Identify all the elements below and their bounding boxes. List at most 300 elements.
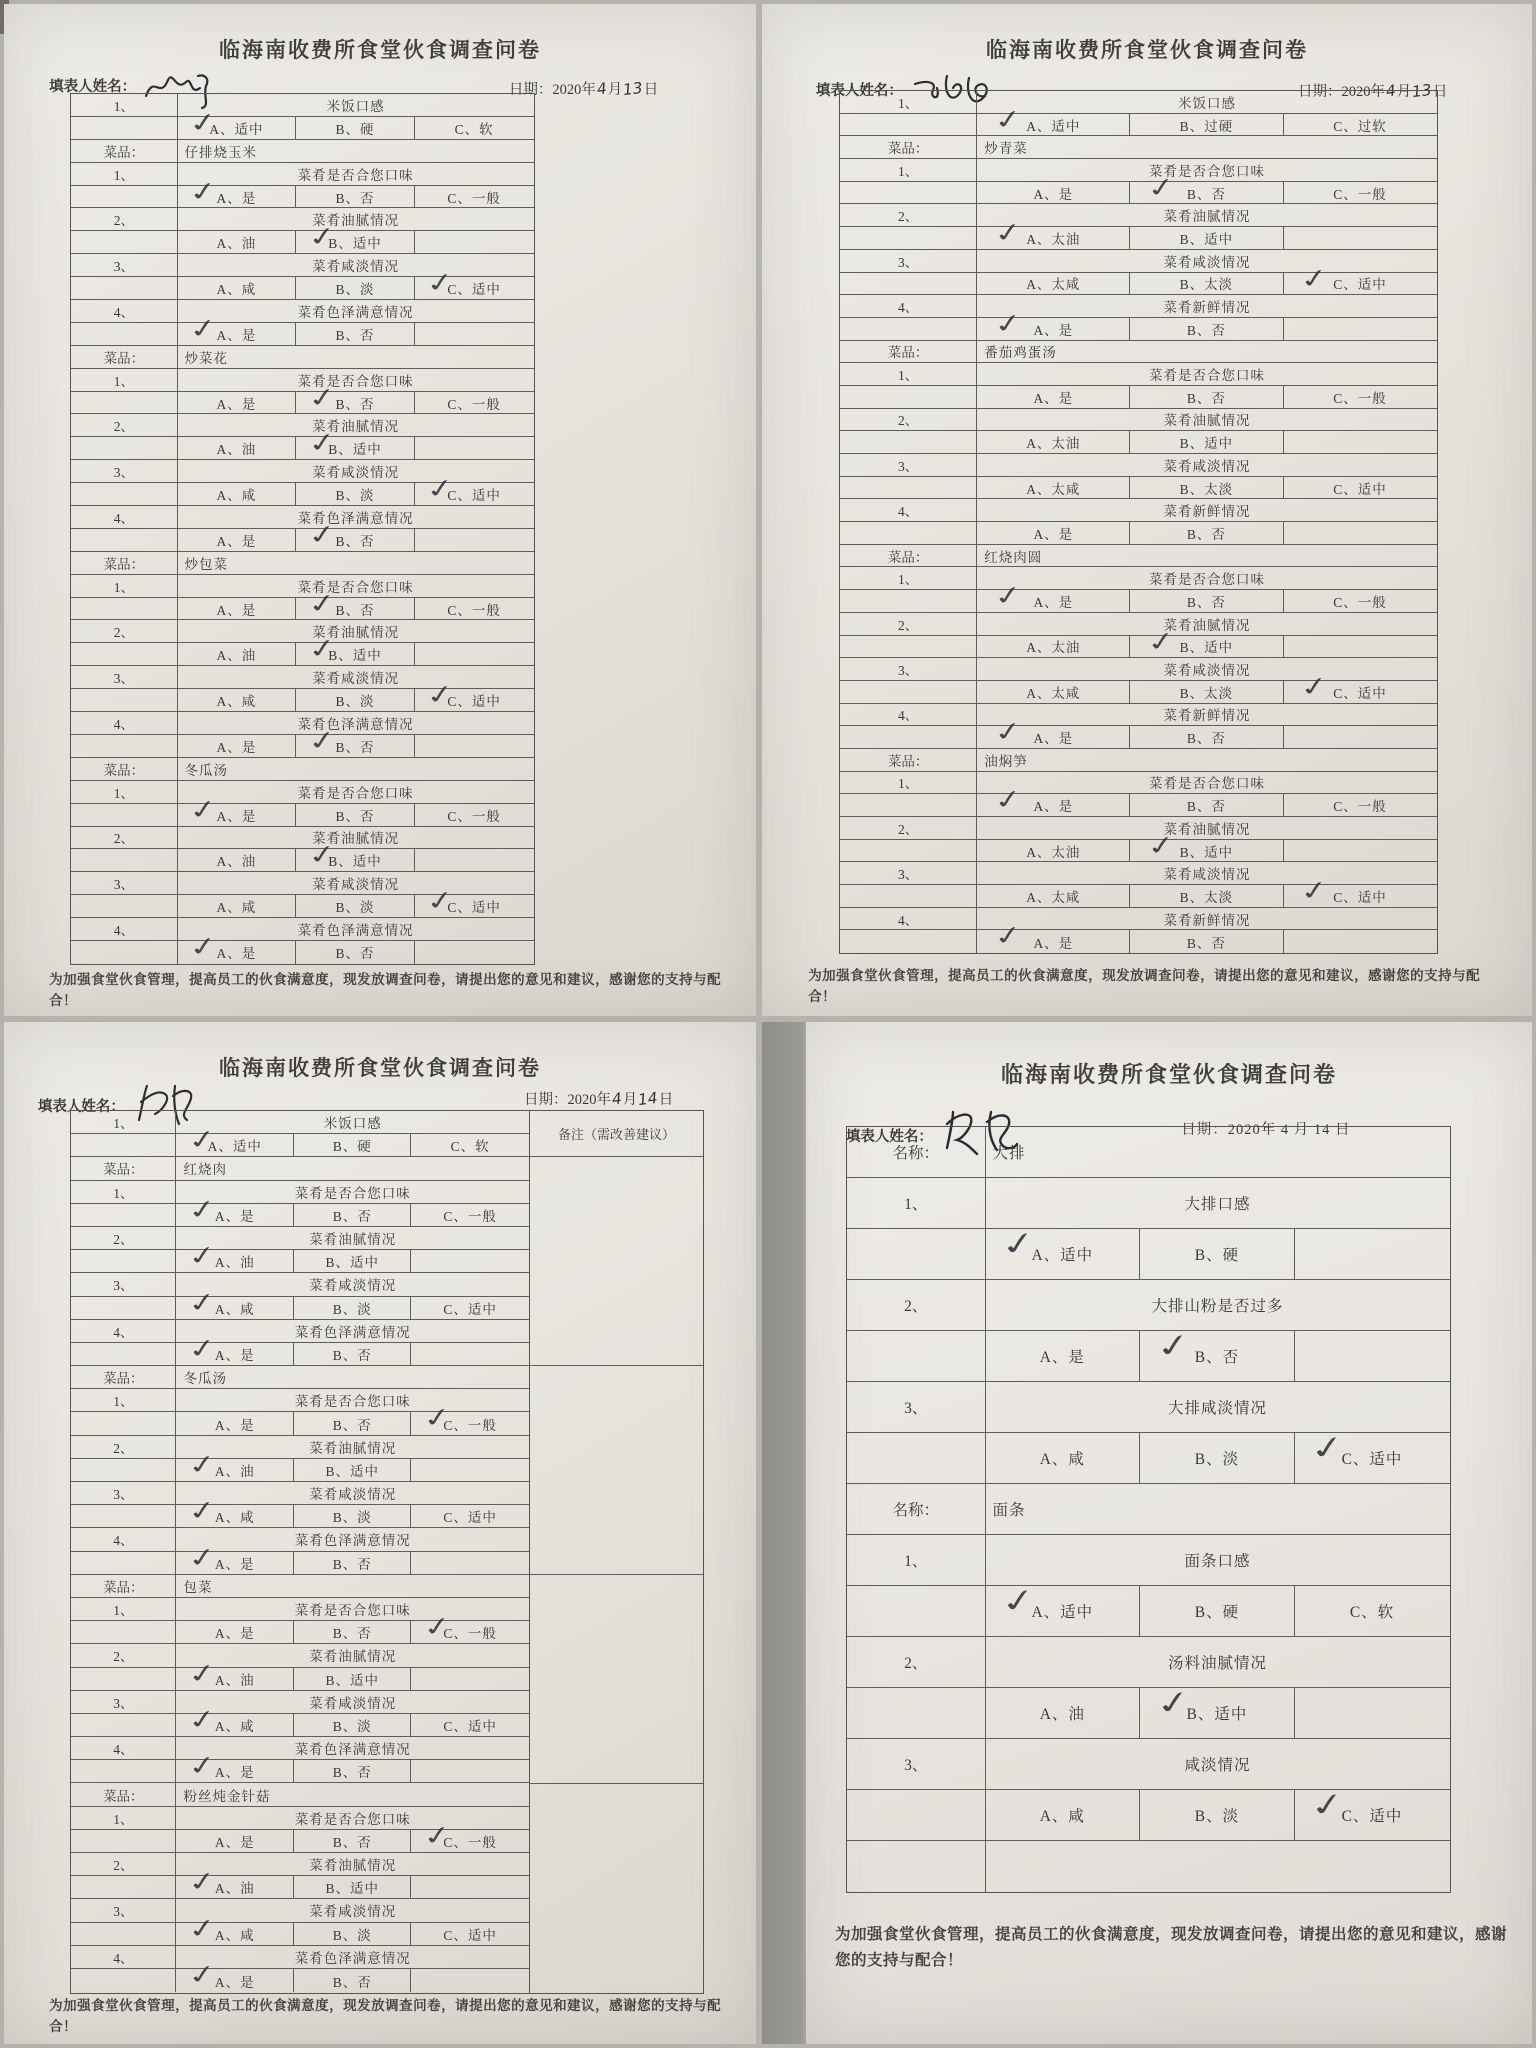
option-cell — [294, 1760, 411, 1782]
row-label: 3、 — [847, 1739, 986, 1789]
option-label: A、适中 — [1031, 1604, 1094, 1621]
option-label: C、适中 — [443, 1301, 497, 1317]
option-cell — [178, 277, 297, 299]
option-cell — [178, 598, 297, 620]
form-row — [71, 1389, 529, 1412]
row-label: 4、 — [71, 1946, 176, 1968]
row-label — [71, 895, 177, 917]
question-text: 大排山粉是否过多 — [1151, 1298, 1284, 1315]
option-cell — [415, 884, 534, 918]
option-label: B、适中 — [1179, 844, 1234, 860]
question-text: 菜肴咸淡情况 — [309, 1487, 397, 1503]
dish-name: 番茄鸡蛋汤 — [984, 345, 1057, 361]
option-cell — [1284, 840, 1437, 862]
row-label — [840, 636, 977, 658]
form-row — [71, 758, 533, 781]
date-handwritten-digit: 13 — [1411, 80, 1433, 102]
option-cell — [296, 117, 415, 139]
row-label: 4、 — [840, 295, 977, 317]
remarks-cell — [530, 1784, 703, 1993]
date-printed-text: 月 — [607, 82, 623, 98]
option-cell — [1284, 590, 1437, 612]
option-label: B、否 — [1186, 799, 1226, 815]
option-label: B、淡 — [332, 1718, 372, 1734]
survey-table — [846, 1126, 1451, 1893]
option-cell — [294, 1459, 411, 1481]
row-label: 3、 — [840, 454, 977, 476]
question-text: 菜肴咸淡情况 — [1163, 254, 1251, 270]
option-label: A、太咸 — [1026, 277, 1081, 293]
option-cell — [977, 579, 1130, 613]
row-label: 2、 — [71, 1227, 176, 1249]
row-label: 1、 — [71, 94, 177, 116]
survey-table — [839, 90, 1438, 954]
option-label: C、适中 — [1333, 277, 1387, 293]
row-label — [840, 227, 977, 249]
form-row — [840, 250, 1437, 273]
question-text: 菜肴咸淡情况 — [309, 1278, 397, 1294]
question-text: 菜肴油腻情况 — [309, 1649, 397, 1665]
question-text: 米饭口感 — [1178, 95, 1236, 111]
form-row — [840, 363, 1437, 386]
form-row — [847, 1280, 1450, 1331]
option-label: C、一般 — [447, 190, 501, 206]
form-row — [71, 781, 533, 804]
question-text: 菜肴油腻情况 — [312, 625, 400, 641]
option-cell — [296, 483, 415, 505]
option-label: A、是 — [1033, 594, 1074, 610]
row-label — [840, 681, 977, 703]
option-label: A、油 — [214, 1255, 255, 1271]
option-label: C、一般 — [443, 1834, 497, 1850]
row-label: 3、 — [71, 1482, 176, 1504]
row-label — [71, 1714, 176, 1736]
question-text: 菜肴是否合您口味 — [294, 1185, 411, 1201]
option-label: B、太淡 — [1179, 685, 1234, 701]
checkmark: ✓ — [423, 678, 460, 712]
row-label — [71, 1969, 176, 1992]
row-label — [71, 598, 177, 620]
option-cell — [977, 885, 1130, 907]
form-row — [847, 1580, 1450, 1637]
option-label: A、是 — [1033, 186, 1074, 202]
survey-table — [71, 1111, 530, 1993]
checkmark: ✓ — [1297, 874, 1333, 908]
option-label: B、否 — [335, 739, 375, 755]
form-row — [847, 1784, 1450, 1841]
row-label: 1、 — [840, 363, 977, 385]
checkmark: ✓ — [304, 221, 341, 254]
question-text: 菜肴色泽满意情况 — [294, 1324, 411, 1340]
row-label: 菜品： — [840, 749, 977, 771]
option-cell — [1284, 726, 1437, 748]
option-cell — [176, 1541, 293, 1574]
option-label: A、是 — [214, 1417, 255, 1433]
option-label: B、适中 — [328, 854, 382, 870]
filler-name-line — [49, 66, 236, 96]
form-row — [840, 341, 1437, 364]
question-text: 菜肴是否合您口味 — [294, 1603, 411, 1619]
form-row — [71, 1737, 529, 1760]
option-cell — [415, 437, 534, 459]
option-label: A、是 — [216, 396, 257, 412]
row-label — [840, 386, 977, 408]
remarks-cell — [530, 1157, 703, 1366]
row-label — [71, 231, 177, 253]
checkmark: ✓ — [420, 1610, 456, 1644]
option-label: B、淡 — [332, 1510, 372, 1526]
date-handwritten-digit: 4 — [610, 1089, 623, 1109]
row-label: 菜品： — [840, 341, 977, 363]
option-cell — [1284, 262, 1437, 295]
option-label: B、否 — [335, 327, 375, 343]
row-label: 2、 — [847, 1280, 986, 1330]
option-cell — [294, 1134, 411, 1156]
dish-name: 包菜 — [183, 1579, 213, 1595]
dish-name: 炒包菜 — [184, 556, 229, 572]
checkmark: ✓ — [185, 1541, 221, 1574]
option-cell — [1130, 885, 1283, 907]
row-label — [847, 1841, 986, 1892]
question-text: 菜肴咸淡情况 — [312, 259, 400, 275]
option-cell — [296, 941, 415, 964]
row-label: 1、 — [840, 159, 977, 181]
option-cell — [1295, 1688, 1450, 1738]
row-label — [840, 726, 977, 748]
option-cell — [986, 1580, 1141, 1636]
footer-note: 为加强食堂伙食管理，提高员工的伙食满意度，现发放调查问卷，请提出您的意见和建议，感谢您的支持与配合！ — [49, 972, 722, 1008]
option-cell — [178, 483, 297, 505]
survey-table-wrapper — [70, 1110, 704, 1994]
option-cell — [411, 1250, 528, 1272]
option-label: C、一般 — [1333, 186, 1387, 202]
question-text: 菜肴咸淡情况 — [312, 671, 400, 687]
option-cell — [1130, 590, 1283, 612]
option-cell — [176, 1621, 293, 1643]
row-label: 2、 — [840, 613, 977, 635]
option-cell — [411, 1402, 528, 1435]
form-row — [71, 300, 533, 323]
option-label: B、否 — [335, 946, 375, 962]
question-text: 菜肴是否合您口味 — [297, 785, 414, 801]
checkmark: ✓ — [185, 1193, 221, 1227]
question-text: 菜肴咸淡情况 — [1163, 458, 1251, 474]
option-label: B、否 — [1186, 731, 1226, 747]
option-cell — [176, 1332, 293, 1366]
option-cell — [977, 715, 1130, 749]
question-text: 菜肴油腻情况 — [1163, 209, 1251, 225]
dish-name: 面条 — [992, 1502, 1026, 1519]
option-label: B、淡 — [335, 282, 375, 298]
question-text: 菜肴咸淡情况 — [309, 1695, 397, 1711]
form-row — [847, 1427, 1450, 1484]
checkmark: ✓ — [1306, 1427, 1351, 1468]
question-text: 面条口感 — [1184, 1553, 1251, 1570]
row-label: 2、 — [840, 817, 977, 839]
questionnaire-photo-bottom-left — [4, 1022, 756, 2044]
option-cell — [1130, 114, 1283, 136]
row-label — [71, 1459, 176, 1481]
row-label: 4、 — [840, 908, 977, 930]
option-label: B、适中 — [325, 1463, 379, 1479]
option-label: B、否 — [1186, 322, 1226, 338]
option-label: B、否 — [332, 1974, 372, 1990]
form-title: 临海南收费所食堂伙食调查问卷 — [1000, 1062, 1337, 1087]
row-label: 3、 — [71, 460, 177, 482]
option-cell — [977, 273, 1130, 295]
option-cell — [176, 1865, 293, 1899]
form-row — [840, 749, 1437, 772]
form-row — [71, 369, 533, 392]
row-label — [71, 1250, 176, 1272]
option-label: C、一般 — [443, 1417, 497, 1433]
option-label: B、淡 — [335, 488, 375, 504]
question-text: 菜肴新鲜情况 — [1163, 504, 1251, 520]
row-label: 4、 — [840, 499, 977, 521]
question-text: 菜肴是否合您口味 — [294, 1811, 411, 1827]
form-row — [840, 136, 1437, 159]
option-cell — [1130, 794, 1283, 816]
form-row — [71, 1899, 529, 1922]
form-row — [847, 1535, 1450, 1586]
question-text: 菜肴油腻情况 — [312, 213, 400, 229]
date-line — [524, 1088, 673, 1109]
option-cell — [977, 840, 1130, 862]
form-row — [71, 552, 533, 575]
option-label: C、一般 — [1333, 799, 1387, 815]
checkmark: ✓ — [185, 1657, 221, 1690]
option-label: B、淡 — [335, 900, 375, 916]
form-row — [840, 204, 1437, 227]
checkmark: ✓ — [304, 518, 341, 552]
option-cell — [411, 1297, 528, 1319]
option-cell — [415, 323, 534, 345]
checkmark: ✓ — [990, 103, 1027, 136]
option-cell — [977, 386, 1130, 408]
form-row — [840, 159, 1437, 182]
option-label: B、否 — [335, 190, 375, 206]
row-label: 3、 — [71, 872, 177, 894]
form-row — [71, 1273, 529, 1296]
option-cell — [296, 689, 415, 711]
question-text: 菜肴色泽满意情况 — [297, 716, 414, 732]
row-label — [840, 431, 977, 453]
question-text: 菜肴是否合您口味 — [1149, 776, 1265, 792]
row-label: 3、 — [71, 254, 177, 276]
option-label: B、适中 — [325, 1255, 379, 1271]
form-row — [71, 1111, 529, 1134]
option-cell — [294, 1250, 411, 1272]
question-text: 大排口感 — [1184, 1196, 1251, 1213]
form-row — [840, 454, 1437, 477]
option-label: A、咸 — [214, 1927, 255, 1943]
filler-name-label: 填表人姓名： — [37, 1099, 125, 1115]
option-label: C、软 — [1349, 1604, 1395, 1621]
checkmark: ✓ — [423, 884, 460, 918]
row-label: 2、 — [71, 414, 177, 436]
option-cell — [415, 266, 534, 300]
option-cell — [411, 1459, 528, 1481]
dish-name: 仔排烧玉米 — [184, 144, 258, 160]
option-label: C、适中 — [443, 1927, 497, 1943]
form-row — [71, 1807, 529, 1830]
questionnaire-photo-top-right — [762, 4, 1532, 1016]
questionnaire-photo-bottom-right — [762, 1022, 1532, 2044]
form-row — [71, 1366, 529, 1389]
checkmark: ✓ — [420, 1819, 456, 1853]
option-cell — [1284, 477, 1437, 499]
option-cell — [977, 216, 1130, 250]
dish-name: 大排 — [992, 1145, 1026, 1162]
option-cell — [977, 103, 1130, 136]
option-label: A、是 — [1033, 390, 1074, 406]
option-cell — [415, 678, 534, 712]
form-row — [847, 1382, 1450, 1433]
option-cell — [986, 1223, 1141, 1279]
option-cell — [986, 1790, 1141, 1840]
row-label — [71, 1830, 176, 1852]
form-row — [847, 1178, 1450, 1229]
option-cell — [1130, 431, 1283, 453]
row-label: 4、 — [71, 1320, 176, 1342]
question-text: 菜肴是否合您口味 — [294, 1394, 411, 1410]
option-label: C、适中 — [1341, 1451, 1403, 1468]
row-label: 菜品： — [71, 346, 177, 368]
checkmark: ✓ — [423, 472, 460, 506]
form-row — [840, 908, 1437, 931]
option-cell — [1140, 1229, 1295, 1279]
row-label — [71, 1134, 176, 1156]
row-label: 4、 — [71, 1737, 176, 1759]
option-label: A、油 — [214, 1881, 255, 1897]
question-text: 菜肴油腻情况 — [312, 419, 400, 435]
option-cell — [1130, 522, 1283, 544]
option-cell — [986, 1331, 1141, 1381]
option-label: B、淡 — [335, 694, 375, 710]
option-label: A、是 — [216, 327, 257, 343]
question-text: 菜肴新鲜情况 — [1163, 708, 1251, 724]
row-label — [71, 1412, 176, 1434]
option-label: A、是 — [214, 1974, 255, 1990]
question-text: 菜肴色泽满意情况 — [294, 1742, 411, 1758]
form-row — [840, 613, 1437, 636]
option-cell — [415, 472, 534, 506]
option-label: B、否 — [1186, 390, 1226, 406]
row-label: 菜品： — [71, 140, 177, 162]
option-cell — [415, 529, 534, 551]
form-row — [71, 94, 533, 117]
dish-name: 粉丝炖金针菇 — [183, 1788, 271, 1804]
dish-name: 炒菜花 — [184, 350, 229, 366]
row-label: 菜品： — [71, 1157, 176, 1179]
option-cell — [1284, 930, 1437, 953]
row-label: 3、 — [847, 1382, 986, 1432]
question-text: 米饭口感 — [326, 98, 385, 114]
questionnaire-paper — [4, 1022, 756, 2044]
option-label: A、是 — [214, 1208, 255, 1224]
row-label: 1、 — [840, 567, 977, 589]
question-text: 菜肴油腻情况 — [1163, 413, 1251, 429]
checkmark: ✓ — [185, 1703, 221, 1737]
question-text: 菜肴咸淡情况 — [1163, 867, 1251, 883]
row-label — [847, 1688, 986, 1738]
option-cell — [1140, 1325, 1295, 1381]
option-label: A、咸 — [1039, 1451, 1085, 1468]
option-label: C、适中 — [1333, 481, 1387, 497]
option-label: B、适中 — [1179, 640, 1234, 656]
option-cell — [415, 186, 534, 208]
checkmark: ✓ — [186, 312, 223, 346]
option-label: B、否 — [332, 1347, 372, 1363]
option-cell — [176, 1239, 293, 1273]
date-printed-text: 月 — [1396, 84, 1412, 100]
checkmark: ✓ — [1297, 670, 1333, 704]
option-label: A、是 — [216, 808, 257, 824]
option-cell — [411, 1343, 528, 1365]
option-label: A、是 — [1039, 1349, 1085, 1366]
option-cell — [1140, 1586, 1295, 1636]
option-label: A、适中 — [1031, 1247, 1094, 1264]
option-label: A、咸 — [216, 282, 257, 298]
option-cell — [415, 392, 534, 414]
checkmark: ✓ — [304, 381, 341, 414]
option-cell — [296, 895, 415, 917]
form-row — [71, 872, 533, 895]
option-cell — [178, 689, 297, 711]
checkmark: ✓ — [186, 930, 223, 964]
option-cell — [1295, 1331, 1450, 1381]
option-cell — [1140, 1433, 1295, 1483]
option-cell — [176, 1448, 293, 1482]
form-row — [840, 386, 1437, 409]
row-label — [71, 1505, 176, 1527]
option-label: B、否 — [1186, 186, 1226, 202]
option-cell — [294, 1343, 411, 1365]
form-title: 临海南收费所食堂伙食调查问卷 — [219, 38, 541, 62]
question-text: 菜肴是否合您口味 — [1149, 368, 1265, 384]
row-label: 1、 — [71, 1389, 176, 1411]
option-cell — [415, 941, 534, 964]
checkmark: ✓ — [304, 587, 341, 620]
option-cell — [411, 1610, 528, 1644]
row-label: 1、 — [71, 369, 177, 391]
form-row — [840, 545, 1437, 568]
checkmark: ✓ — [990, 715, 1027, 749]
questionnaire-photo-top-left — [4, 4, 756, 1016]
option-label: B、淡 — [1194, 1451, 1240, 1468]
option-cell — [294, 1969, 411, 1992]
row-label: 菜品： — [71, 758, 177, 780]
checkmark: ✓ — [1306, 1784, 1351, 1825]
option-cell — [294, 1668, 411, 1690]
checkmark: ✓ — [304, 839, 341, 872]
option-label: A、适中 — [1026, 118, 1081, 134]
option-cell — [977, 681, 1130, 703]
option-cell — [411, 1134, 528, 1156]
row-label: 1、 — [71, 1598, 176, 1620]
remarks-cell — [530, 1575, 703, 1784]
row-label — [71, 323, 177, 345]
row-label — [71, 186, 177, 208]
row-label — [71, 1343, 176, 1365]
date-handwritten-digit: 13 — [622, 78, 644, 100]
row-label — [840, 885, 977, 907]
option-cell — [415, 117, 534, 139]
row-label — [71, 437, 177, 459]
option-label: C、一般 — [443, 1626, 497, 1642]
option-cell — [176, 1958, 293, 1992]
checkmark: ✓ — [186, 175, 223, 208]
